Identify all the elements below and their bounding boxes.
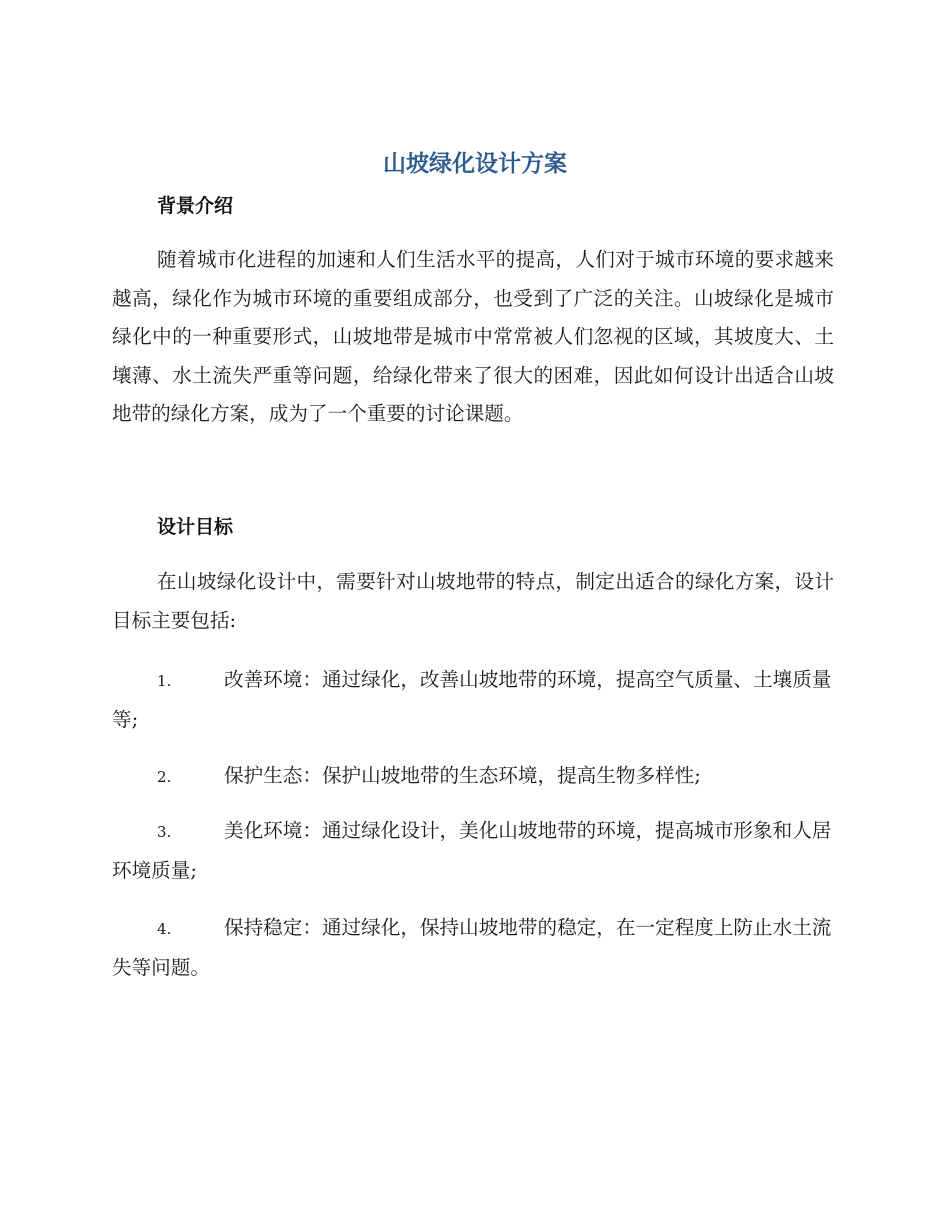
list-item-text: 保护生态：保护山坡地带的生态环境，提高生物多样性; <box>224 764 701 787</box>
document-title: 山坡绿化设计方案 <box>383 151 567 177</box>
list-item <box>112 757 834 797</box>
list-item <box>112 661 834 739</box>
list-item-number: 1. <box>157 672 172 690</box>
list-item-number: 4. <box>157 920 172 938</box>
goals-intro-paragraph: 在山坡绿化设计中，需要针对山坡地带的特点，制定出适合的绿化方案，设计目标主要包括: <box>112 570 834 632</box>
section-heading-background: 背景介绍 <box>157 195 234 217</box>
list-item-text: 保持稳定：通过绿化，保持山坡地带的稳定，在一定程度上防止水土流失等问题。 <box>112 916 832 979</box>
list-item-text: 美化环境：通过绿化设计，美化山坡地带的环境，提高城市形象和人居环境质量; <box>112 819 832 882</box>
list-item <box>112 909 834 987</box>
list-item-text: 改善环境：通过绿化，改善山坡地带的环境，提高空气质量、土壤质量等; <box>112 668 832 731</box>
list-item <box>112 812 834 890</box>
list-item-number: 2. <box>157 768 172 786</box>
background-paragraph: 随着城市化进程的加速和人们生活水平的提高，人们对于城市环境的要求越来越高，绿化作为城市环境的重要组成部分，也受到了广泛的关注。山坡绿化是城市绿化中的一种重要形式，山坡地带是城市中常常被人们忽视的区域，其坡度大、土壤薄、水土流失严重等问题，给绿化带来了很大的困难，因此如何设计出适合山坡地带的绿化方案，成为了一个重要的讨论课题。 <box>112 248 834 425</box>
section-heading-goals: 设计目标 <box>157 516 234 538</box>
list-item-number: 3. <box>157 823 172 841</box>
